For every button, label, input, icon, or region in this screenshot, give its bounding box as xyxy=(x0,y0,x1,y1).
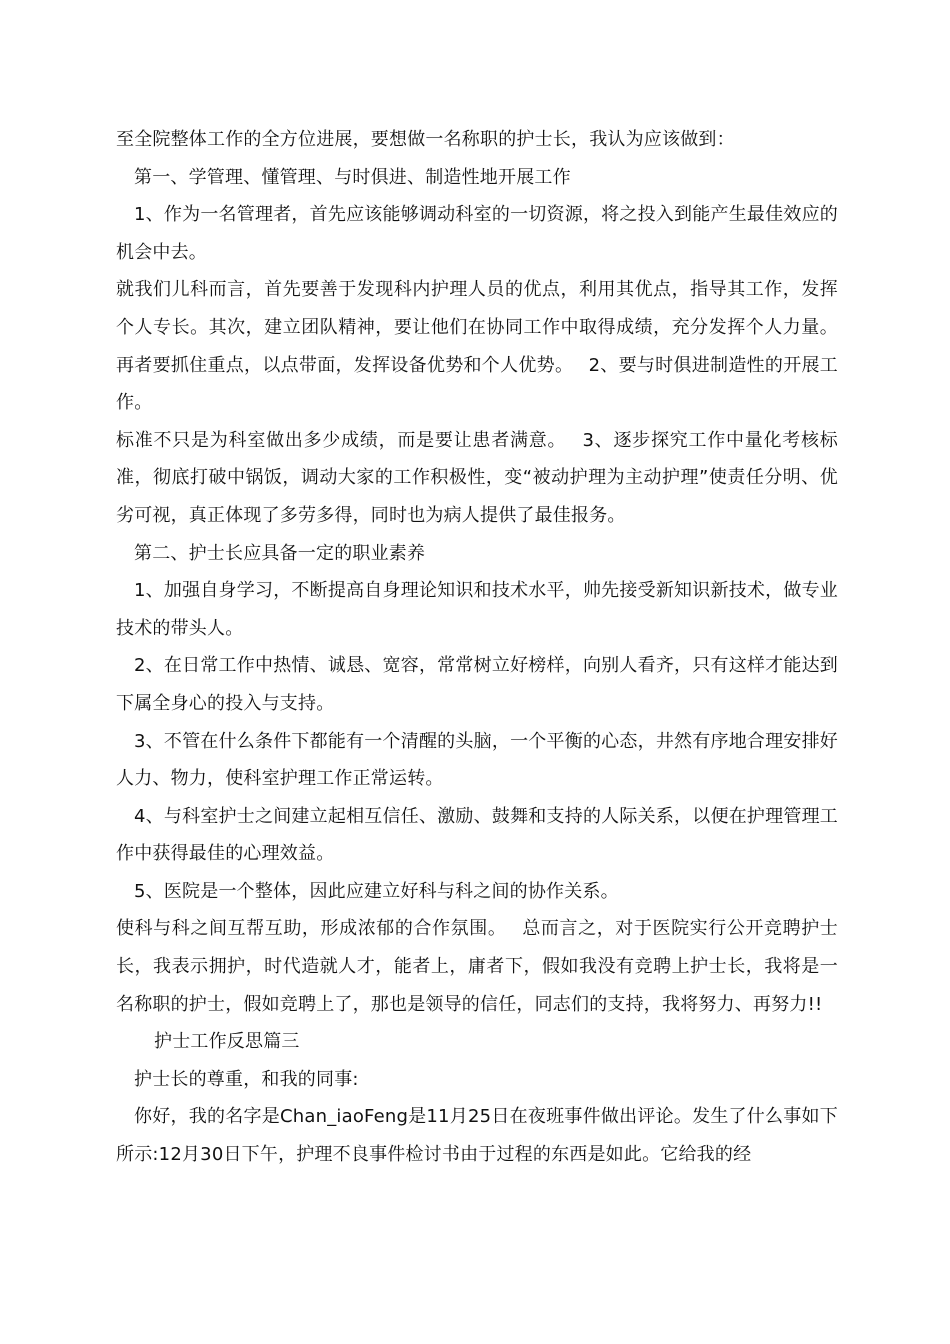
paragraph-conclusion: 使科与科之间互帮互助，形成浓郁的合作氛围。 总而言之，对于医院实行公开竞聘护士长，我表示拥护，时代造就人才，能者上，庸者下，假如我没有竞聘上护士长，我将是一名称职的护士，假如竞聘上了，那也是领导的信任，同志们的支持，我将努力、再努力!! xyxy=(116,918,838,1015)
paragraph-quality-4: 4、与科室护士之间建立起相互信任、激励、鼓舞和支持的人际关系，以便在护理管理工作中获得最佳的心理效益。 xyxy=(116,805,838,865)
heading-part-three: 护士工作反思篇三 xyxy=(154,1031,300,1053)
paragraph-salutation: 护士长的尊重，和我的同事: xyxy=(134,1068,359,1090)
paragraph-quality-1: 1、加强自身学习，不断提高自身理论知识和技术水平，帅先接受新知识新技术，做专业技术的带头人。 xyxy=(116,580,838,639)
paragraph-item-1: 1、作为一名管理者，首先应该能够调动科室的一切资源，将之投入到能产生最佳效应的机会中去。 xyxy=(116,204,838,263)
paragraph-intro: 至全院整体工作的全方位进展，要想做一名称职的护士长，我认为应该做到： xyxy=(116,129,735,150)
paragraph-quality-2: 2、在日常工作中热情、诚恳、宽容，常常树立好榜样，向别人看齐，只有这样才能达到下属全身心的投入与支持。 xyxy=(116,655,838,714)
paragraph-standard: 标准不只是为科室做出多少成绩，而是要让患者满意。 3、逐步探究工作中量化考核标准，彻底打破中锅饭，调动大家的工作积极性，变“被动护理为主动护理”使责任分明、优劣可视，真正体现了多劳多得，同时也为病人提供了最佳报务。 xyxy=(116,429,838,526)
paragraph-quality-5: 5、医院是一个整体，因此应建立好科与科之间的协作关系。 xyxy=(134,880,619,902)
document-body xyxy=(116,121,838,1174)
paragraph-incident: 你好，我的名字是Chan_iaoFeng是11月25日在夜班事件做出评论。发生了什么事如下所示:12月30日下午，护理不良事件检讨书由于过程的东西是如此。它给我的经 xyxy=(116,1106,838,1166)
paragraph-quality-3: 3、不管在什么条件下都能有一个清醒的头脑，一个平衡的心态，井然有序地合理安排好人力、物力，使科室护理工作正常运转。 xyxy=(116,730,838,790)
paragraph-pediatrics: 就我们儿科而言，首先要善于发现科内护理人员的优点，利用其优点，指导其工作，发挥个人专长。其次，建立团队精神，要让他们在协同工作中取得成绩，充分发挥个人力量。再者要抓住重点，以点带面，发挥设备优势和个人优势。 2、要与时俱进制造性的开展工作。 xyxy=(116,279,838,414)
heading-section-one: 第一、学管理、懂管理、与时俱进、制造性地开展工作 xyxy=(134,166,571,188)
heading-section-two: 第二、护士长应具备一定的职业素养 xyxy=(134,542,426,564)
